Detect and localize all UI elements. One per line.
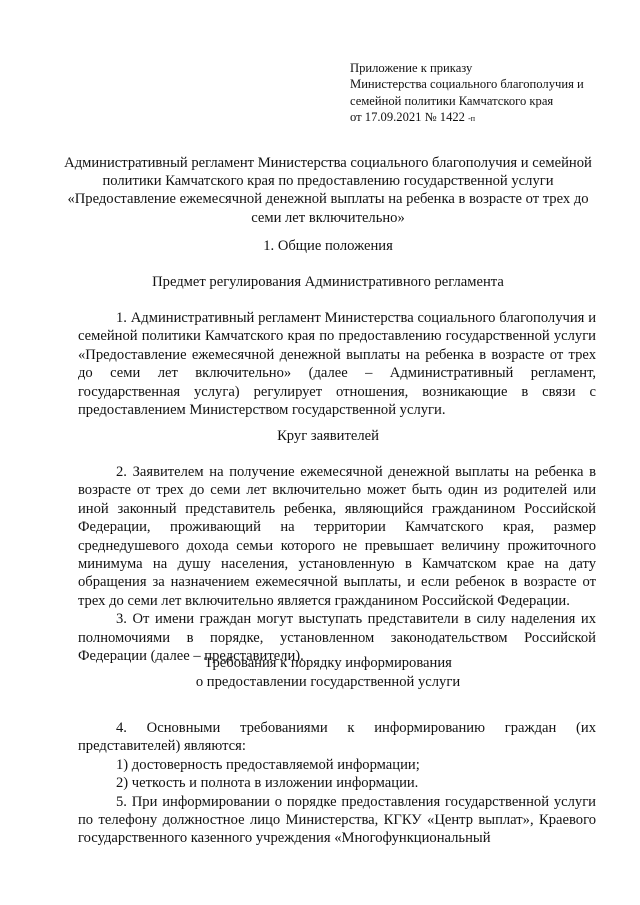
list-item-2: 2) четкость и полнота в изложении информации.: [116, 775, 419, 792]
section-heading-general: 1. Общие положения: [263, 238, 393, 254]
paragraph-5: 5. При информировании о порядке предоставления государственной услуги по телефону должностное лицо Министерства, КГКУ «Центр выплат», Краевого государственного казенного учреждения «Многофункциональный: [78, 793, 596, 847]
subheading-subject: Предмет регулирования Административного регламента: [152, 274, 504, 290]
annex-line-4: [350, 109, 620, 127]
subheading-info-line-2: о предоставлении государственной услуги: [195, 674, 461, 690]
annex-line-2: Министерства социального благополучия и: [350, 77, 584, 92]
applicants-block: [78, 463, 596, 665]
document-title: Административный регламент Министерства социального благополучия и семейной политики Камчатского края по предоставлению государственной услуги «Предоставление ежемесячной денежной выплаты на ребенка в возрасте от трех до семи лет включительно»: [64, 155, 592, 226]
annex-block: [350, 60, 620, 128]
subheading-applicants: Круг заявителей: [277, 428, 379, 444]
paragraph-3: 3. От имени граждан могут выступать представители в силу наделения их полномочиями в порядке, установленном законодательством Российской Федерации (далее – представители).: [78, 611, 596, 665]
subheading-info-line-1: Требования к порядку информирования: [204, 655, 452, 671]
paragraph-1-block: [78, 309, 596, 419]
paragraph-2: 2. Заявителем на получение ежемесячной денежной выплаты на ребенка в возрасте от трех до семи лет включительно может быть один из родителей или иной законный представитель ребенка, являющийся гражданином Российской Федерации, проживающий на территории Камчатского края, размер среднедушевого дохода семьи которого не превышает величину прожиточного минимума на душу населения, установленную в Камчатском крае на дату обращения за назначением ежемесячной выплаты, и если ребенок в возрасте от трех до семи лет включительно является гражданином Российской Федерации.: [78, 464, 596, 609]
info-block: [78, 719, 596, 848]
paragraph-1: 1. Административный регламент Министерства социального благополучия и семейной политики Камчатского края по предоставлению государственной услуги «Предоставление ежемесячной денежной выплаты на ребенка в возрасте от трех до семи лет включительно» (далее – Административный регламент, государственная услуга) регулирует отношения, возникающие в связи с предоставлением Министерством государственной услуги.: [78, 310, 596, 419]
order-date-number: от 17.09.2021 № 1422: [350, 110, 465, 125]
paragraph-4: 4. Основными требованиями к информированию граждан (их представителей) являются:: [78, 720, 596, 755]
annex-line-1: Приложение к приказу: [350, 61, 473, 75]
annex-line-3: семейной политики Камчатского края: [350, 93, 554, 108]
order-suffix: -п: [468, 114, 476, 124]
list-item-1: 1) достоверность предоставляемой информации;: [116, 756, 420, 773]
